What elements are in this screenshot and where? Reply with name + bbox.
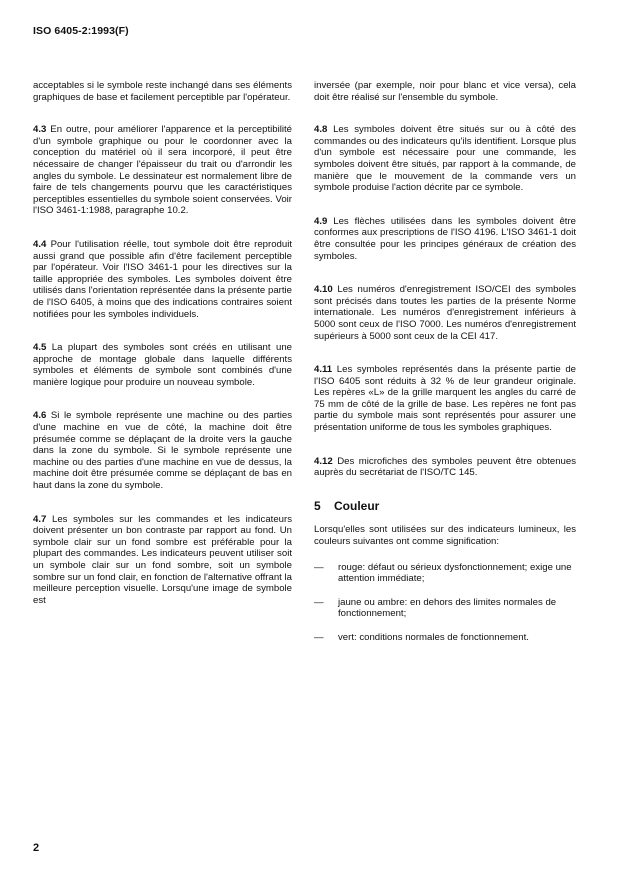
list-item: — rouge: défaut ou sérieux dysfonctionnement; exige une attention immédiate; [314, 561, 572, 585]
color-list [314, 562, 576, 644]
paragraph-4-4: 4.4 Pour l'utilisation réelle, tout symbole doit être reproduit aussi grand que possible afin d'être facilement perceptible par l'opérateur. Voir l'ISO 3461-1 pour les directives sur la taille appropriée des symboles. Les symboles doivent être utilisés dans l'orientation représentée dans la présente partie de l'ISO 6405, à moins que des indications contraires soient notifiées pour les symboles individuels. [33, 238, 292, 320]
list-item: — vert: conditions normales de fonctionnement. [314, 632, 529, 643]
right-column [314, 80, 576, 656]
list-item: — jaune ou ambre: en dehors des limites normales de fonctionnement; [314, 596, 557, 620]
clause-number: 4.4 [33, 238, 47, 250]
clause-number: 4.11 [314, 364, 333, 376]
left-column [33, 80, 292, 628]
clause-number: 4.6 [33, 410, 47, 422]
paragraph-4-12: 4.12 Des microfiches des symboles peuvent être obtenues auprès du secrétariat de l'ISO/TC 145. [314, 455, 576, 479]
page-number: 2 [33, 842, 40, 854]
section-intro: Lorsqu'elles sont utilisées sur des indicateurs lumineux, les couleurs suivantes ont comme signification: [314, 524, 576, 548]
paragraph-4-7: 4.7 Les symboles sur les commandes et les indicateurs doivent présenter un bon contraste par rapport au fond. Un symbole clair sur un fond sombre est préférable pour la plupart des commandes. Les indicateurs peuvent utiliser soit un symbole clair sur un fond sombre, soit un symbole sombre sur un fond clair, en fonction de l'alternative offrant la meilleure perception visuelle. Lorsqu'une image de symbole est [33, 513, 293, 606]
section-number: 5 [314, 498, 321, 513]
paragraph-4-10: 4.10 Les numéros d'enregistrement ISO/CEI des symboles sont précisés dans toutes les parties de la présente Norme internationale. Les numéros d'enregistrement inférieurs à 5000 sont ceux de l'ISO 7000. Les numéros d'enregistrement supérieurs à 5000 sont ceux de la CEI 417. [314, 284, 576, 342]
paragraph-continuation: inversée (par exemple, noir pour blanc et vice versa), cela doit être réalisé sur l'ensemble du symbole. [314, 80, 576, 103]
clause-number: 4.3 [33, 124, 47, 136]
clause-number: 4.9 [314, 215, 328, 227]
dash-bullet: — [314, 561, 324, 573]
clause-number: 4.10 [314, 284, 333, 296]
dash-bullet: — [314, 596, 324, 608]
dash-bullet: — [314, 632, 324, 643]
clause-number: 4.12 [314, 455, 333, 467]
clause-number: 4.8 [314, 124, 328, 136]
paragraph-4-11: 4.11 Les symboles représentés dans la présente partie de l'ISO 6405 sont réduits à 32 % de leur grandeur originale. Les repères «L» de la grille marquent les angles du carré de 75 mm de côté de la grille de base. Les repères ne font pas partie du symbole mais sont représentés pour assurer une présentation uniforme de tous les symboles graphiques. [314, 364, 576, 434]
document-header: ISO 6405-2:1993(F) [33, 25, 129, 37]
section-title: Couleur [334, 498, 380, 513]
clause-number: 4.7 [33, 513, 47, 525]
paragraph-4-6: 4.6 Si le symbole représente une machine ou des parties d'une machine en vue de côté, la machine doit être présumée comme se déplaçant de la droite vers la gauche dans la zone du symbole. Si le symbole représente une machine ou des parties d'une machine en vue de dessus, la machine doit être présumée comme se déplaçant de bas en haut dans la zone du symbole. [33, 410, 292, 492]
paragraph-4-5: 4.5 La plupart des symboles sont créés en utilisant une approche de montage globale dans laquelle différents symboles et éléments de symbole sont combinés d'une manière logique pour produire un nouveau symbole. [33, 342, 292, 388]
paragraph-4-9: 4.9 Les flèches utilisées dans les symboles doivent être conformes aux prescriptions de l'ISO 4196. L'ISO 3461-1 doit être consultée pour les principes généraux de création des symboles. [314, 215, 576, 262]
paragraph-4-3: 4.3 En outre, pour améliorer l'apparence et la perceptibilité d'un symbole graphique ou pour le coordonner avec la conception du matériel où il sera incorporé, il peut être nécessaire de changer l'épaisseur du trait ou d'arrondir les angles du symbole. Le dessinateur est normalement libre de faire de tels changements pourvu que les caractéristiques perceptibles essentielles du symbole soient conservées. Voir l'ISO 3461-1:1988, paragraphe 10.2. [33, 124, 292, 217]
paragraph-continuation: acceptables si le symbole reste inchangé dans ses éléments graphiques de base et facilement perceptible par l'opérateur. [33, 80, 292, 103]
section-heading [314, 498, 576, 513]
clause-number: 4.5 [33, 342, 47, 354]
paragraph-4-8: 4.8 Les symboles doivent être situés sur ou à côté des commandes ou des indicateurs qu'ils identifient. Lorsque plus d'un symbole est nécessaire pour une commande, les symboles doivent être situés, par rapport à la commande, de manière que le mouvement de la commande vers un symbole produise l'action décrite par ce symbole. [314, 124, 576, 194]
